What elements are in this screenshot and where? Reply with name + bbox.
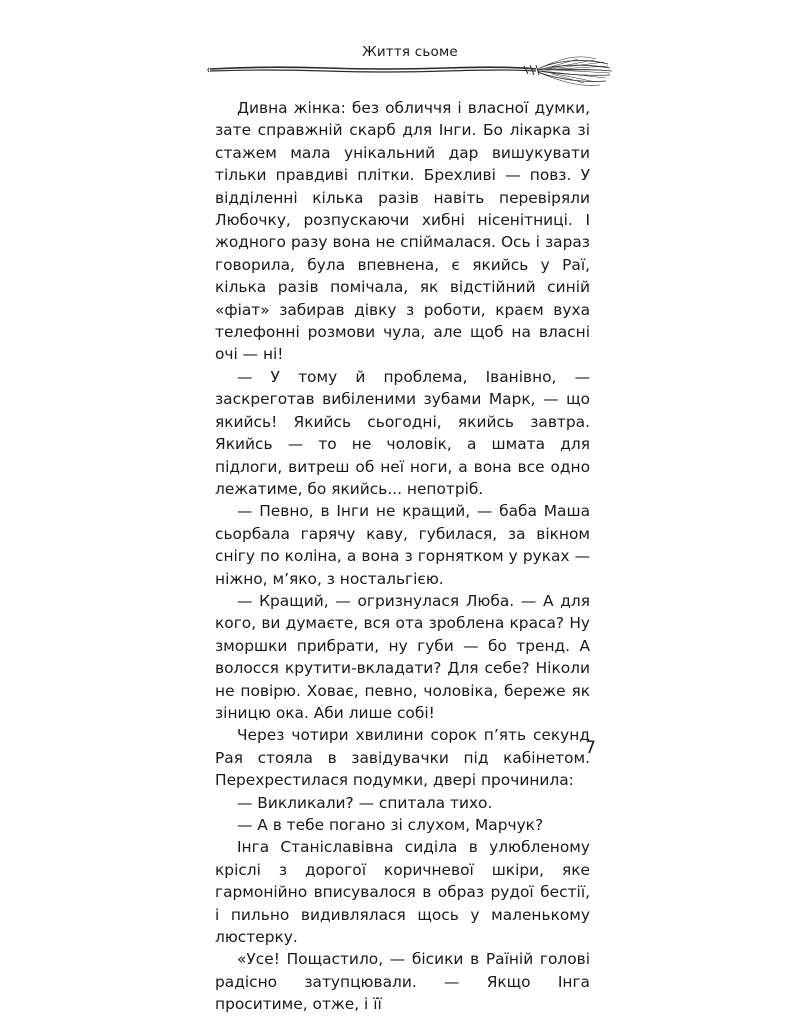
body-text <box>215 97 590 1016</box>
paragraph: — Певно, в Інги не кращий, — баба Маша сьорбала гарячу каву, губилася, за вікном снігу по коліна, а вона з горнятком у руках — ніжно, м’яко, з ностальгією. <box>215 502 590 588</box>
page-number: 7 <box>585 738 596 758</box>
paragraph: Інга Станіславівна сиділа в улюбленому кріслі з дорогої коричневої шкіри, яке гармонійно вписувалося в образ рудої бестії, і пильно видивлялася щось у маленькому люстерку. <box>215 838 590 947</box>
running-header: Життя сьоме <box>362 44 458 60</box>
paragraph: — Кращий, — огризнулася Люба. — А для кого, ви думаєте, вся ота зроблена краса? Ну зморшки прибрати, ну губи — бо тренд. А волосся крутити-вкладати? Для себе? Ніколи не повірю. Ховає, певно, чоловіка, береже як зіницю ока. Аби лише собі! <box>215 591 590 722</box>
paragraph: — У тому й проблема, Іванівно, — заскреготав вибіленими зубами Марк, — що якийсь! Якийсь сьогодні, якийсь завтра. Якийсь — то не чоловік, а шмата для підлоги, витреш об неї ноги, а вона все одно лежатиме, бо якийсь... непотріб. <box>215 367 590 498</box>
paragraph: Дивна жінка: без обличчя і власної думки, зате справжній скарб для Інги. Бо лікарка зі стажем мала унікальний дар вишукувати тільки правдиві плітки. Брехливі — повз. У відділенні кілька разів навіть перевіряли Любочку, розпускаючи хибні нісенітниці. І жодного разу вона не спіймалася. Ось і зараз говорила, була впевнена, є якийсь у Раї, кілька разів помічала, як відстійний синій «фіат» забирав дівку з роботи, краєм вуха телефонні розмови чула, але щоб на власні очі — ні! <box>215 99 590 364</box>
broom-ornament-icon <box>206 50 616 94</box>
paragraph: Через чотири хвилини сорок п’ять секунд Рая стояла в завідувачки під кабінетом. Перехрестилася подумки, двері прочинила: <box>215 726 590 790</box>
paragraph: «Усе! Пощастило, — бісики в Раїній голові радісно затупцювали. — Якщо Інга проситиме, отже, і її <box>215 950 590 1014</box>
paragraph: — Викликали? — спитала тихо. <box>237 793 493 812</box>
paragraph: — А в тебе погано зі слухом, Марчук? <box>237 816 544 834</box>
